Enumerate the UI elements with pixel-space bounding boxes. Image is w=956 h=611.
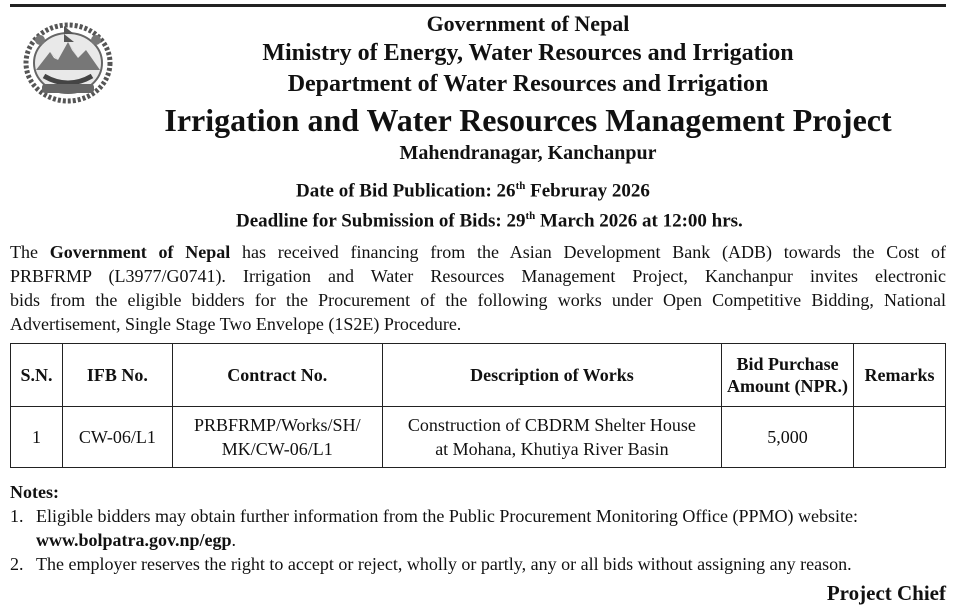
signature-project-chief: Project Chief [826, 581, 946, 605]
project-title: Irrigation and Water Resources Management Project [164, 102, 892, 138]
intro-bold-gov: Government of Nepal [49, 242, 231, 262]
department-title: Department of Water Resources and Irrigation [287, 71, 769, 97]
note-item: 1. Eligible bidders may obtain further information from the Public Procurement Monitoring Office (PPMO) website: www.bolpatra.gov.np/egp. [10, 506, 859, 550]
col-header-contract: Contract No. [172, 344, 382, 407]
ministry-title: Ministry of Energy, Water Resources and Irrigation [262, 40, 794, 66]
cell-contract: PRBFRMP/Works/SH/ MK/CW-06/L1 [172, 407, 382, 468]
nepal-emblem-icon [22, 18, 114, 104]
government-title: Government of Nepal [426, 11, 630, 36]
col-header-description: Description of Works [382, 344, 721, 407]
col-header-remarks: Remarks [853, 344, 945, 407]
intro-paragraph: The Government of Nepal has received financing from the Asian Development Bank (ADB) towards the Cost of PRBFRMP (L3977/G0741). Irrigation and Water Resources Management Project, Kanchanpur invites electronic bids from the eligible bidders for the Procurement of the following works under Open Competitive Bidding, National Advertisement, Single Stage Two Envelope (1S2E) Procedure. [10, 242, 946, 334]
ppmo-website-link[interactable]: www.bolpatra.gov.np/egp [36, 530, 232, 550]
col-header-ifb: IFB No. [62, 344, 172, 407]
note-item: 2. The employer reserves the right to accept or reject, wholly or partly, any or all bids without assigning any reason. [10, 554, 852, 574]
project-location: Mahendranagar, Kanchanpur [399, 142, 657, 164]
notes-section [10, 480, 950, 576]
header [120, 10, 936, 166]
submission-deadline: Deadline for Submission of Bids: 29th March 2026 at 12:00 hrs. [236, 210, 743, 232]
cell-amount: 5,000 [722, 407, 854, 468]
cell-sn: 1 [11, 407, 63, 468]
table-row [11, 407, 946, 468]
cell-description: Construction of CBDRM Shelter House at Mohana, Khutiya River Basin [382, 407, 721, 468]
cell-ifb: CW-06/L1 [62, 407, 172, 468]
top-rule [10, 4, 946, 7]
col-header-amount: Bid Purchase Amount (NPR.) [722, 344, 854, 407]
publication-date: Date of Bid Publication: 26th Februray 2026 [296, 180, 650, 202]
notes-title: Notes: [10, 482, 59, 502]
col-header-sn: S.N. [11, 344, 63, 407]
cell-remarks [853, 407, 945, 468]
bid-table [10, 343, 946, 468]
table-header-row [11, 344, 946, 407]
